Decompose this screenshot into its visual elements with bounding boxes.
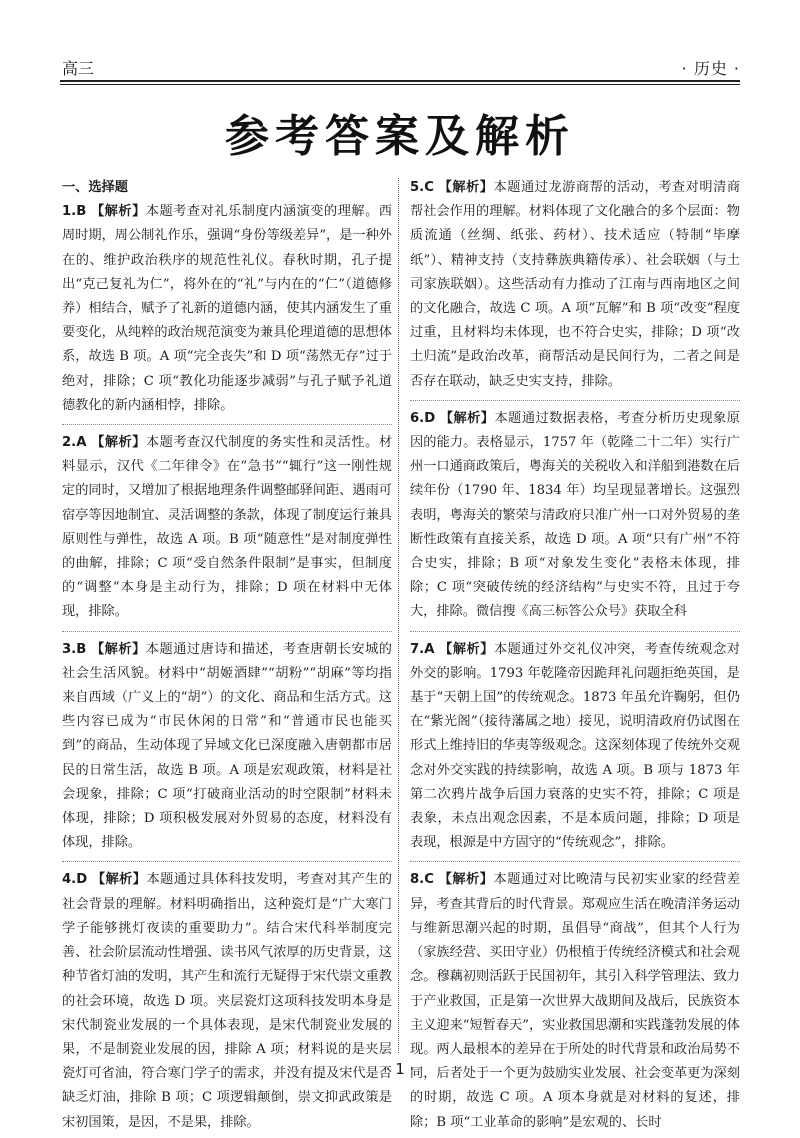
item-answer: B [76, 641, 87, 657]
page-title: 参考答案及解析 [225, 111, 575, 162]
analysis-text: 本题通过外交礼仪冲突，考查传统观念对外交的影响。1793 年乾隆帝因跪拜礼问题拒绝英国，是基于“天朝上国”的传统观念。1873 年虽允许鞠躬，但仍在“紫光阁”（接待藩属之地）接见，说明清政府仍试图在形式上维持旧的华夷等级观念。这深刻体现了传统外交观念对外交实践的持续影响，故选 A 项。B 项与 1873 年第二次鸦片战争后国力衰落的史实不符，排除；C 项是表象，未点出观念因素，不是本质问题，排除；D 项是表现，根源是中方固守的“传统观念”，排除。 [410, 641, 741, 851]
analysis-tag: 【解析】 [91, 435, 146, 451]
analysis-text: 本题通过数据表格，考查分析历史现象原因的能力。表格显示，1757 年（乾隆二十二年）实行广州一口通商政策后，粤海关的关税收入和洋船到港数在后续年份（1790 年、1834 年）均呈现显著增长。这强烈表明，粤海关的繁荣与清政府只准广州一口对外贸易的垄断性政策有直接关系，故选 D 项。A 项“只有广州”不符合史实，排除；B 项“对象发生变化”表格未体现，排除；C 项“突破传统的经济结构”与史实不符，且过于夸大，排除。微信搜《高三标答公众号》获取全科 [410, 410, 740, 620]
column-divider [398, 178, 399, 1053]
analysis-text: 本题通过龙游商帮的活动，考查对明清商帮社会作用的理解。材料体现了文化融合的多个层面：物质流通（丝绸、纸张、药材）、技术适应（特制“毕摩纸”）、精神支持（支持彝族典籍传承）、社会联姻（与土司家族联姻）。这些活动有力推动了江南与西南地区之间的文化融合，故选 C 项。A 项“瓦解”和 B 项“改变”程度过重，且材料均未体现，也不符合史实，排除；D 项“改土归流”是政治改革，商帮活动是民间行为，二者之间是否存在联动，缺乏史实支持，排除。 [410, 180, 741, 389]
item-number: 7. [410, 641, 425, 657]
item-number: 5. [410, 180, 425, 195]
answer-item-4 [62, 861, 392, 1134]
section-heading: 一、选择题 [62, 180, 128, 195]
analysis-tag: 【解析】 [439, 641, 494, 657]
analysis-text: 本题通过对比晚清与民初实业家的经营差异，考查其背后的时代背景。郑观应生活在晚清洋务运动与维新思潮兴起的时期，虽倡导“商战”，但其个人行为（家族经营、买田守业）仍根植于传统经济模式和社会观念。穆藕初则活跃于民国初年，其引入科学管理法、致力于产业救国，正是第一次世界大战期间及战后，民族资本主义迎来“短暂春天”，实业救国思潮和实践蓬勃发展的体现。两人最根本的差异在于所处的时代背景和政治局势不同，后者处于一个更为鼓励实业发展、社会变革更为深刻的时期，故选 C 项。A 项本身就是对材料的复述，排除；B 项“工业革命的影响”是宏观的、长时 [410, 872, 741, 1130]
item-answer: C [424, 872, 434, 888]
item-number: 4. [62, 872, 77, 888]
item-answer: A [424, 641, 435, 657]
item-number: 8. [410, 872, 425, 888]
analysis-tag: 【解析】 [439, 410, 495, 426]
analysis-text: 本题考查汉代制度的务实性和灵活性。材料显示，汉代《二年律令》在“急书”“辄行”这一刚性规定的同时，又增加了根据地理条件调整邮驿间距、遇雨可宿亭等因地制宜、灵活调整的条款，体现了制度运行兼具原则性与弹性，故选 A 项。B 项“随意性”是对制度弹性的曲解，排除；C 项“受自然条件限制”是事实，但制度的“调整”本身是主动行为，排除；D 项在材料中无体现，排除。 [62, 435, 393, 620]
answer-item-2 [62, 424, 392, 625]
answer-item-8 [410, 861, 740, 1134]
answer-item-1 [62, 200, 392, 418]
page-number: · 1 · [385, 1060, 415, 1078]
right-column [410, 176, 740, 1138]
answer-item-3 [62, 631, 392, 856]
item-number: 1. [62, 204, 77, 220]
analysis-tag: 【解析】 [91, 872, 147, 888]
page-header [60, 52, 740, 78]
analysis-text: 本题通过唐诗和描述，考查唐朝长安城的社会生活风貌。材料中“胡姬酒肆”“胡粉”“胡麻”等均指来自西域（广义上的“胡”）的文化、商品和生活方式。这些内容已成为“市民休闲的日常”和“普通市民也能买到”的商品，生动体现了异域文化已深度融入唐朝都市居民的日常生活，故选 B 项。A 项是宏观政策，材料是社会现象，排除；C 项“打破商业活动的时空限制”材料未体现，排除；D 项积极发展对外贸易的态度，材料没有体现，排除。 [62, 641, 392, 851]
analysis-text: 本题通过具体科技发明，考查对其产生的社会背景的理解。材料明确指出，这种瓷灯是“广大寒门学子能够挑灯夜读的重要助力”。结合宋代科举制度完善、社会阶层流动性增强、读书风气浓厚的历史背景，这种节省灯油的发明，其产生和流行无疑得于宋代崇文重教的社会环境，故选 D 项。夹层瓷灯这项科技发明本身是宋代制瓷业发展的一个具体表现，是宋代制瓷业发展的果，不是制瓷业发展的因，排除 A 项；材料说的是夹层瓷灯可省油，符合寒门学子的需求，并没有提及宋代是否缺乏灯油，排除 B 项；C 项逻辑颠倒，崇文抑武政策是宋初国策，是因，不是果，排除。 [62, 872, 392, 1130]
grade-label: 高三 [62, 59, 95, 78]
analysis-text: 本题考查对礼乐制度内涵演变的理解。西周时期，周公制礼作乐，强调“身份等级差异”，是一种外在的、维护政治秩序的规范性礼仪。春秋时期，孔子提出“克己复礼为仁”，将外在的“礼”与内在的“仁”（道德修养）相结合，赋予了礼新的道德内涵，使其内涵发生了重要变化，从纯粹的政治规范演变为兼具伦理道德的思想体系，故选 B 项。A 项“完全丧失”和 D 项“荡然无存”过于绝对，排除；C 项“教化功能逐步减弱”与孔子赋予礼道德教化的新内涵相悖，排除。 [62, 204, 392, 413]
item-number: 2. [62, 435, 77, 451]
analysis-tag: 【解析】 [90, 641, 146, 657]
analysis-tag: 【解析】 [438, 872, 494, 888]
item-answer: D [76, 872, 88, 888]
item-answer: B [76, 204, 87, 220]
left-column [62, 176, 392, 1138]
answer-item-6 [410, 400, 740, 625]
analysis-tag: 【解析】 [438, 180, 494, 195]
item-answer: A [76, 435, 87, 451]
analysis-tag: 【解析】 [90, 204, 146, 220]
answer-item-7 [410, 631, 740, 856]
subject-label: · 历史 · [681, 59, 740, 78]
item-answer: C [424, 180, 434, 195]
item-answer: D [424, 410, 436, 426]
header-rule-thick [60, 80, 740, 82]
header-rule-thin [60, 84, 740, 85]
item-number: 3. [62, 641, 77, 657]
answer-item-5 [410, 176, 740, 394]
item-number: 6. [410, 410, 425, 426]
